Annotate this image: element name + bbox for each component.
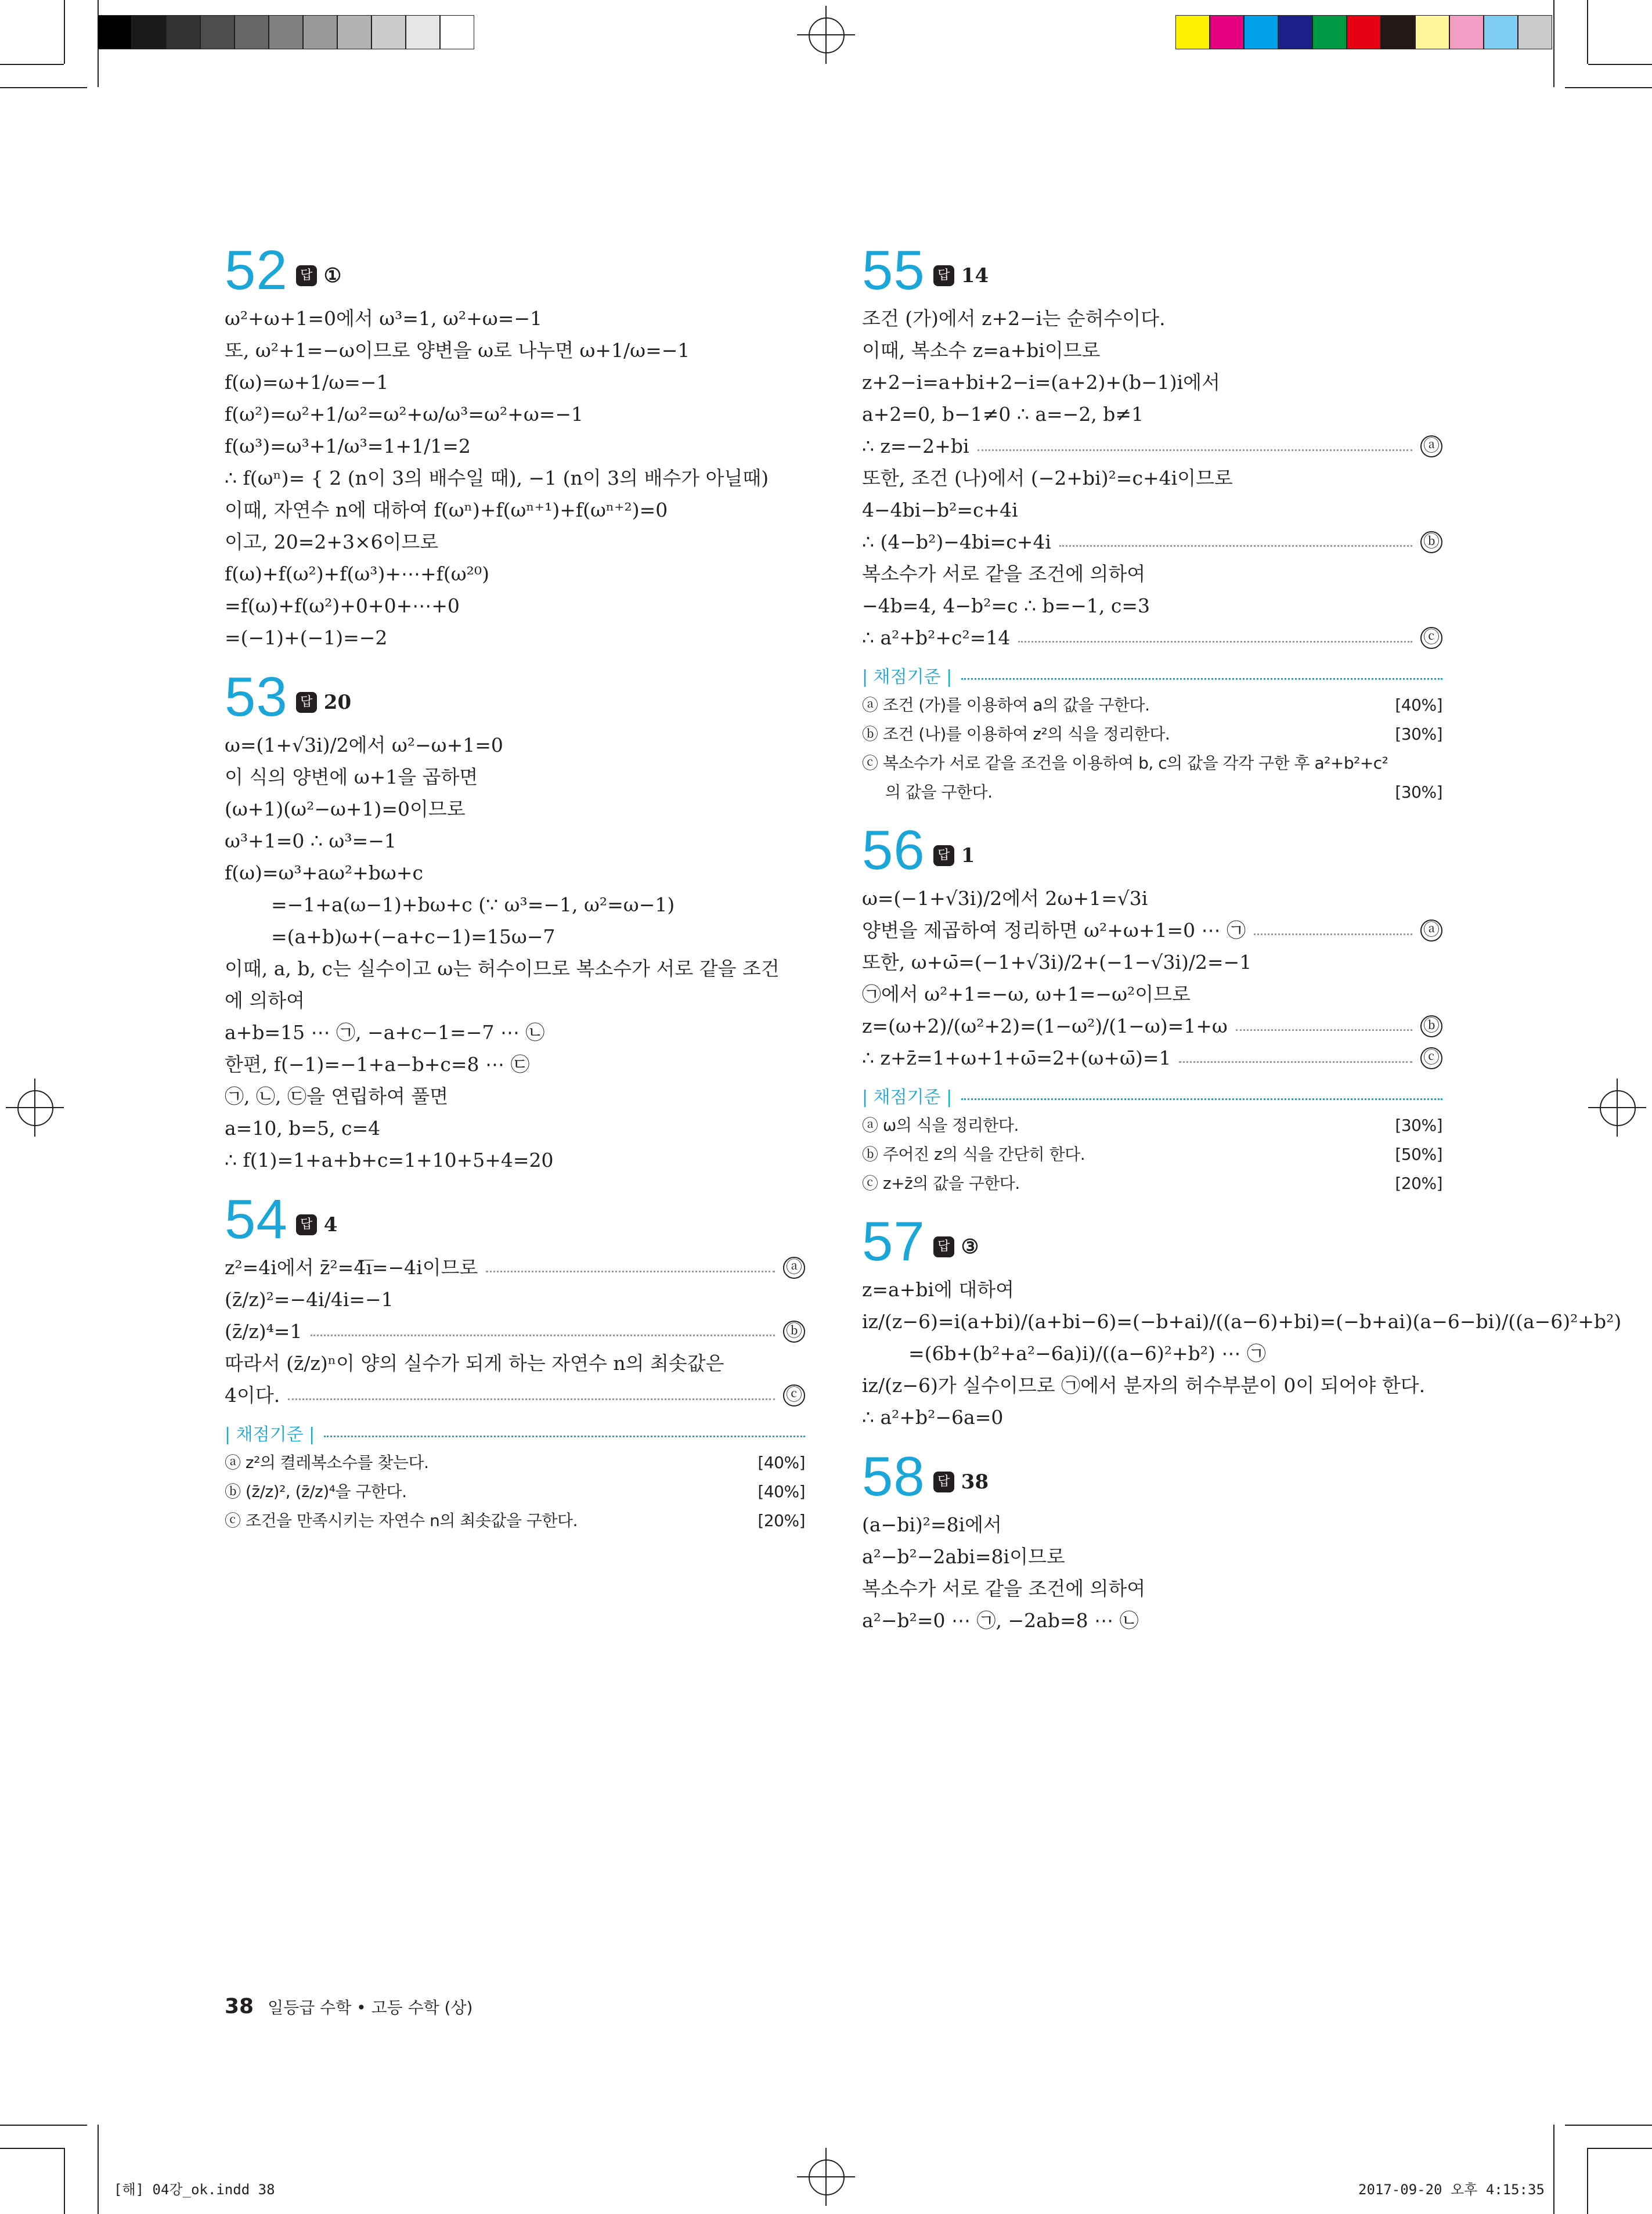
step-marker: ⓑ bbox=[1420, 1015, 1442, 1037]
solution-text: a=10, b=5, c=4 bbox=[225, 1117, 381, 1140]
solution-line bbox=[862, 1405, 1442, 1430]
criteria-row bbox=[225, 1480, 805, 1503]
answer-badge: 답 bbox=[933, 845, 954, 866]
solution-line bbox=[225, 593, 805, 619]
solution-text: a+b=15 ⋯ ㉠, −a+c−1=−7 ⋯ ㉡ bbox=[225, 1021, 545, 1044]
solution-text: f(ω²)=ω²+1/ω²=ω²+ω/ω³=ω²+ω=−1 bbox=[225, 403, 584, 426]
solution-line bbox=[225, 1052, 805, 1077]
problem-header bbox=[862, 241, 1442, 300]
answer-value: 14 bbox=[961, 264, 989, 287]
slug-file-info: [해] 04강_ok.indd 38 bbox=[114, 2181, 275, 2198]
solution-line bbox=[225, 828, 805, 854]
criteria-text: 의 값을 구한다. bbox=[885, 783, 993, 802]
solution-line bbox=[862, 370, 1442, 395]
solution-line bbox=[225, 892, 805, 918]
solution-text: z+2−i=a+bi+2−i=(a+2)+(b−1)i에서 bbox=[862, 371, 1220, 394]
solution-line bbox=[862, 982, 1442, 1007]
grading-criteria-header bbox=[225, 1420, 805, 1445]
problem-56 bbox=[862, 821, 1442, 1195]
solution-line bbox=[862, 886, 1442, 911]
grading-criteria-header bbox=[862, 1083, 1442, 1108]
color-swatch bbox=[1244, 15, 1278, 49]
criteria-row bbox=[862, 781, 1442, 804]
solution-line bbox=[225, 529, 805, 555]
solution-line bbox=[225, 466, 805, 491]
gray-swatch bbox=[166, 15, 200, 49]
problem-number: 56 bbox=[862, 819, 925, 881]
gray-swatch bbox=[200, 15, 235, 49]
solution-text: 또한, ω+ω̄=(−1+√3i)/2+(−1−√3i)/2=−1 bbox=[862, 951, 1252, 973]
criteria-row bbox=[862, 694, 1442, 717]
solution-text: 4이다. bbox=[225, 1384, 280, 1407]
solution-text: 이때, 복소수 z=a+bi이므로 bbox=[862, 339, 1101, 362]
crop-mark bbox=[0, 2148, 64, 2149]
solution-line bbox=[225, 988, 805, 1014]
problem-header bbox=[862, 1445, 1442, 1508]
color-swatch bbox=[1381, 15, 1415, 49]
registration-mark bbox=[797, 6, 855, 64]
solution-text: 이때, a, b, c는 실수이고 ω는 허수이므로 복소수가 서로 같을 조건 bbox=[225, 957, 780, 980]
criteria-row bbox=[862, 1172, 1442, 1195]
solution-text: −4b=4, 4−b²=c ∴ b=−1, c=3 bbox=[862, 594, 1150, 617]
solution-line bbox=[862, 1014, 1442, 1039]
criteria-percent: [50%] bbox=[1395, 1145, 1442, 1164]
dotted-leader bbox=[311, 1335, 775, 1336]
criteria-text: ⓒ z+z̄의 값을 구한다. bbox=[862, 1174, 1020, 1193]
color-swatch bbox=[1449, 15, 1484, 49]
step-marker: ⓒ bbox=[1420, 627, 1442, 649]
answer-value: 20 bbox=[323, 691, 352, 714]
crop-mark bbox=[0, 2125, 87, 2126]
problem-57 bbox=[862, 1210, 1622, 1430]
solution-text: z=(ω+2)/(ω²+2)=(1−ω²)/(1−ω)=1+ω bbox=[862, 1015, 1228, 1037]
criteria-percent: [40%] bbox=[758, 1482, 805, 1501]
step-marker: ⓐ bbox=[783, 1257, 805, 1279]
problem-53 bbox=[225, 668, 805, 1173]
solution-text: 이 식의 양변에 ω+1을 곱하면 bbox=[225, 766, 478, 788]
solution-line bbox=[225, 625, 805, 651]
step-marker: ⓒ bbox=[1420, 1047, 1442, 1069]
solution-line bbox=[225, 860, 805, 886]
crop-mark bbox=[64, 2148, 65, 2214]
solution-line bbox=[862, 1045, 1442, 1071]
solution-line bbox=[225, 338, 805, 363]
solution-line bbox=[225, 1351, 805, 1376]
solution-line bbox=[862, 593, 1442, 619]
problem-52 bbox=[225, 241, 805, 651]
solution-line bbox=[225, 1020, 805, 1045]
solution-text: ∴ z+z̄=1+ω+1+ω̄=2+(ω+ω̄)=1 bbox=[862, 1047, 1171, 1069]
crop-mark bbox=[1588, 64, 1652, 65]
dotted-leader bbox=[1059, 545, 1412, 547]
solution-text: ㉠에서 ω²+1=−ω, ω+1=−ω²이므로 bbox=[862, 983, 1191, 1005]
solution-text: ∴ f(1)=1+a+b+c=1+10+5+4=20 bbox=[225, 1149, 554, 1171]
solution-line bbox=[862, 497, 1442, 523]
solution-text: z²=4i에서 z̄²=4̄i̅=−4i이므로 bbox=[225, 1256, 478, 1279]
color-swatch bbox=[1312, 15, 1347, 49]
color-swatch bbox=[1415, 15, 1449, 49]
gray-swatch bbox=[235, 15, 269, 49]
solution-line bbox=[225, 733, 805, 758]
criteria-row bbox=[862, 752, 1442, 775]
solution-text: 에 의하여 bbox=[225, 989, 305, 1012]
criteria-text: ⓐ z²의 켤레복소수를 찾는다. bbox=[225, 1453, 429, 1472]
solution-line bbox=[225, 1319, 805, 1344]
problem-54 bbox=[225, 1188, 805, 1533]
gray-swatch bbox=[132, 15, 166, 49]
dotted-divider bbox=[961, 678, 1442, 680]
solution-text: a+2=0, b−1≠0 ∴ a=−2, b≠1 bbox=[862, 403, 1144, 426]
answer-badge: 답 bbox=[933, 265, 954, 286]
solution-text: =−1+a(ω−1)+bω+c (∵ ω³=−1, ω²=ω−1) bbox=[271, 893, 675, 916]
gray-swatch bbox=[337, 15, 371, 49]
answer-badge: 답 bbox=[296, 1214, 317, 1235]
color-swatch bbox=[1210, 15, 1244, 49]
solution-line bbox=[862, 529, 1442, 555]
solution-text: ∴ z=−2+bi bbox=[862, 435, 969, 457]
solution-text: 또, ω²+1=−ω이므로 양변을 ω로 나누면 ω+1/ω=−1 bbox=[225, 339, 690, 362]
solution-text: =(a+b)ω+(−a+c−1)=15ω−7 bbox=[271, 925, 556, 948]
crop-mark bbox=[0, 87, 87, 88]
dotted-leader bbox=[1018, 641, 1412, 643]
solution-line bbox=[225, 924, 805, 950]
solution-text: 이고, 20=2+3×6이므로 bbox=[225, 531, 439, 553]
solution-line bbox=[862, 918, 1442, 943]
solution-line bbox=[225, 1383, 805, 1408]
gray-swatch bbox=[406, 15, 440, 49]
answer-badge: 답 bbox=[933, 1236, 954, 1257]
answer-value: ① bbox=[323, 264, 342, 287]
crop-mark bbox=[1588, 2148, 1652, 2149]
registration-mark bbox=[6, 1079, 64, 1137]
solution-text: ∴ a²+b²−6a=0 bbox=[862, 1406, 1004, 1429]
page-number: 38 bbox=[225, 1995, 254, 2018]
solution-text: ∴ a²+b²+c²=14 bbox=[862, 626, 1011, 649]
criteria-row bbox=[862, 723, 1442, 746]
solution-text: f(ω)=ω³+aω²+bω+c bbox=[225, 861, 423, 884]
solution-text: 조건 (가)에서 z+2−i는 순허수이다. bbox=[862, 307, 1166, 330]
answer-value: 4 bbox=[323, 1213, 338, 1236]
solution-text: 복소수가 서로 같을 조건에 의하여 bbox=[862, 1577, 1146, 1600]
solution-text: =(6b+(b²+a²−6a)i)/((a−6)²+b²) ⋯ ㉠ bbox=[908, 1342, 1266, 1365]
step-marker: ⓑ bbox=[1420, 531, 1442, 553]
solution-text: (a−bi)²=8i에서 bbox=[862, 1513, 1002, 1536]
solution-line bbox=[225, 956, 805, 982]
problem-number: 57 bbox=[862, 1210, 925, 1272]
crop-mark bbox=[1587, 0, 1588, 64]
criteria-text: ⓑ 주어진 z의 식을 간단히 한다. bbox=[862, 1145, 1085, 1164]
step-marker: ⓒ bbox=[783, 1384, 805, 1407]
answer-value: 1 bbox=[961, 844, 975, 867]
solution-line bbox=[862, 1341, 1442, 1366]
crop-mark bbox=[0, 64, 64, 65]
page-footer bbox=[225, 1995, 472, 2018]
solution-line bbox=[225, 306, 805, 331]
problem-header bbox=[225, 241, 805, 300]
solution-line bbox=[225, 765, 805, 790]
solution-text: ω²+ω+1=0에서 ω³=1, ω²+ω=−1 bbox=[225, 307, 542, 330]
solution-text: ∴ (4−b²)−4bi=c+4i bbox=[862, 531, 1051, 553]
criteria-percent: [20%] bbox=[758, 1511, 805, 1530]
book-title: 일등급 수학 • 고등 수학 (상) bbox=[268, 1998, 473, 2017]
solution-line bbox=[862, 402, 1442, 427]
dotted-divider bbox=[961, 1098, 1442, 1100]
solution-text: (ω+1)(ω²−ω+1)=0이므로 bbox=[225, 798, 466, 820]
solution-text: 이때, 자연수 n에 대하여 f(ωⁿ)+f(ωⁿ⁺¹)+f(ωⁿ⁺²)=0 bbox=[225, 499, 668, 521]
color-swatch bbox=[1347, 15, 1381, 49]
solution-line bbox=[862, 625, 1442, 651]
solution-text: iz/(z−6)=i(a+bi)/(a+bi−6)=(−b+ai)/((a−6)+bi)=(−b+ai)(a−6−bi)/((a−6)²+b²) bbox=[862, 1310, 1622, 1333]
solution-text: f(ω)=ω+1/ω=−1 bbox=[225, 371, 389, 394]
registration-mark bbox=[1588, 1079, 1646, 1137]
step-marker: ⓐ bbox=[1420, 435, 1442, 457]
solution-text: ∴ f(ωⁿ)= { 2 (n이 3의 배수일 때), −1 (n이 3의 배수가 아닐때) bbox=[225, 467, 769, 489]
answer-value: ③ bbox=[961, 1235, 979, 1259]
answer-badge: 답 bbox=[296, 265, 317, 286]
step-marker: ⓐ bbox=[1420, 920, 1442, 942]
dotted-leader bbox=[288, 1398, 775, 1400]
gray-swatch bbox=[98, 15, 132, 49]
registration-mark bbox=[797, 2148, 855, 2206]
solution-text: iz/(z−6)가 실수이므로 ㉠에서 분자의 허수부분이 0이 되어야 한다. bbox=[862, 1374, 1426, 1397]
criteria-percent: [30%] bbox=[1395, 783, 1442, 802]
solution-line bbox=[225, 796, 805, 822]
slug-timestamp: 2017-09-20 오후 4:15:35 bbox=[1358, 2181, 1545, 2198]
problem-header bbox=[225, 668, 805, 726]
criteria-text: ⓐ 조건 (가)를 이용하여 a의 값을 구한다. bbox=[862, 695, 1150, 715]
solution-text: 따라서 (z̄/z)ⁿ이 양의 실수가 되게 하는 자연수 n의 최솟값은 bbox=[225, 1352, 724, 1375]
problem-number: 52 bbox=[225, 239, 288, 301]
crop-mark bbox=[1553, 0, 1554, 87]
grading-criteria-header bbox=[862, 662, 1442, 688]
solution-text: 4−4bi−b²=c+4i bbox=[862, 499, 1018, 521]
solution-line bbox=[862, 1277, 1442, 1303]
solution-line bbox=[862, 1309, 1622, 1335]
crop-mark bbox=[98, 2125, 99, 2214]
solution-text: f(ω)+f(ω²)+f(ω³)+⋯+f(ω²⁰) bbox=[225, 562, 490, 585]
criteria-row bbox=[225, 1509, 805, 1533]
solution-line bbox=[225, 1116, 805, 1141]
answer-badge: 답 bbox=[296, 692, 317, 713]
solution-text: ω³+1=0 ∴ ω³=−1 bbox=[225, 830, 396, 852]
solution-line bbox=[862, 1608, 1442, 1634]
color-swatch bbox=[1518, 15, 1552, 49]
criteria-row bbox=[862, 1114, 1442, 1137]
criteria-percent: [40%] bbox=[758, 1453, 805, 1472]
dotted-leader bbox=[1236, 1029, 1412, 1031]
problem-header bbox=[862, 1210, 1442, 1272]
solution-text: (z̄/z)²=−4i/4i=−1 bbox=[225, 1288, 394, 1311]
criteria-percent: [20%] bbox=[1395, 1174, 1442, 1193]
criteria-row bbox=[862, 1143, 1442, 1166]
problem-number: 58 bbox=[862, 1445, 925, 1508]
solution-text: ㉠, ㉡, ㉢을 연립하여 풀면 bbox=[225, 1085, 449, 1108]
solution-line bbox=[862, 434, 1442, 459]
solution-line bbox=[862, 1373, 1442, 1398]
solution-line bbox=[225, 370, 805, 395]
solution-line bbox=[225, 561, 805, 587]
step-marker: ⓑ bbox=[783, 1321, 805, 1343]
solution-line bbox=[225, 1255, 805, 1281]
solution-text: ω=(−1+√3i)/2에서 2ω+1=√3i bbox=[862, 887, 1148, 910]
solution-text: a²−b²=0 ⋯ ㉠, −2ab=8 ⋯ ㉡ bbox=[862, 1609, 1139, 1632]
problem-55 bbox=[862, 241, 1442, 804]
grading-criteria-title: | 채점기준 | bbox=[862, 667, 953, 687]
crop-mark bbox=[1553, 2125, 1554, 2214]
criteria-text: ⓒ 조건을 만족시키는 자연수 n의 최솟값을 구한다. bbox=[225, 1511, 578, 1530]
solution-line bbox=[862, 950, 1442, 975]
crop-mark bbox=[1565, 2125, 1652, 2126]
problem-header bbox=[225, 1188, 805, 1250]
solution-text: =(−1)+(−1)=−2 bbox=[225, 626, 388, 649]
solution-text: z=a+bi에 대하여 bbox=[862, 1278, 1015, 1301]
solution-line bbox=[862, 1544, 1442, 1570]
solution-text: 또한, 조건 (나)에서 (−2+bi)²=c+4i이므로 bbox=[862, 467, 1233, 489]
solution-line bbox=[225, 402, 805, 427]
solution-text: f(ω³)=ω³+1/ω³=1+1/1=2 bbox=[225, 435, 471, 457]
color-swatch bbox=[1278, 15, 1312, 49]
criteria-percent: [40%] bbox=[1395, 695, 1442, 715]
solution-line bbox=[862, 306, 1442, 331]
problem-number: 54 bbox=[225, 1188, 288, 1250]
problem-58 bbox=[862, 1445, 1442, 1634]
answer-badge: 답 bbox=[933, 1472, 954, 1492]
gray-swatch bbox=[371, 15, 406, 49]
dotted-leader bbox=[978, 449, 1413, 451]
crop-mark bbox=[64, 0, 65, 64]
answer-value: 38 bbox=[961, 1470, 989, 1494]
dotted-leader bbox=[1254, 933, 1412, 935]
solution-text: 양변을 제곱하여 정리하면 ω²+ω+1=0 ⋯ ㉠ bbox=[862, 919, 1246, 942]
solution-line bbox=[225, 497, 805, 523]
criteria-text: ⓑ (z̄/z)², (z̄/z)⁴을 구한다. bbox=[225, 1482, 407, 1501]
criteria-text: ⓐ ω의 식을 정리한다. bbox=[862, 1116, 1019, 1135]
solution-text: a²−b²−2abi=8i이므로 bbox=[862, 1545, 1065, 1568]
solution-line bbox=[225, 1084, 805, 1109]
solution-text: 복소수가 서로 같을 조건에 의하여 bbox=[862, 562, 1146, 585]
solution-line bbox=[225, 434, 805, 459]
solution-line bbox=[862, 561, 1442, 587]
solution-text: (z̄/z)⁴=1 bbox=[225, 1320, 302, 1343]
grading-criteria-title: | 채점기준 | bbox=[862, 1087, 953, 1108]
solution-line bbox=[862, 466, 1442, 491]
dotted-leader bbox=[486, 1271, 775, 1272]
color-swatch bbox=[1484, 15, 1518, 49]
solution-line bbox=[862, 1576, 1442, 1602]
gray-swatch bbox=[440, 15, 474, 49]
solution-text: ω=(1+√3i)/2에서 ω²−ω+1=0 bbox=[225, 734, 503, 756]
right-column bbox=[862, 237, 1622, 1651]
solution-text: =f(ω)+f(ω²)+0+0+⋯+0 bbox=[225, 594, 460, 617]
solution-text: 한편, f(−1)=−1+a−b+c=8 ⋯ ㉢ bbox=[225, 1053, 530, 1076]
dotted-leader bbox=[1179, 1061, 1412, 1063]
criteria-percent: [30%] bbox=[1395, 724, 1442, 744]
criteria-text: ⓑ 조건 (나)를 이용하여 z²의 식을 정리한다. bbox=[862, 724, 1170, 744]
solution-line bbox=[225, 1148, 805, 1173]
dotted-divider bbox=[324, 1436, 805, 1437]
criteria-text: ⓒ 복소수가 서로 같을 조건을 이용하여 b, c의 값을 각각 구한 후 a²+b²+c² bbox=[862, 753, 1388, 773]
problem-header bbox=[862, 821, 1442, 879]
color-swatch bbox=[1175, 15, 1210, 49]
grading-criteria-title: | 채점기준 | bbox=[225, 1425, 315, 1445]
criteria-row bbox=[225, 1451, 805, 1474]
crop-mark bbox=[1587, 2148, 1588, 2214]
gray-swatch bbox=[269, 15, 303, 49]
left-column bbox=[225, 237, 805, 1550]
gray-swatch bbox=[303, 15, 337, 49]
problem-number: 53 bbox=[225, 666, 288, 728]
solution-line bbox=[225, 1287, 805, 1312]
problem-number: 55 bbox=[862, 239, 925, 301]
solution-line bbox=[862, 1512, 1442, 1538]
solution-line bbox=[862, 338, 1442, 363]
crop-mark bbox=[1565, 87, 1652, 88]
criteria-percent: [30%] bbox=[1395, 1116, 1442, 1135]
